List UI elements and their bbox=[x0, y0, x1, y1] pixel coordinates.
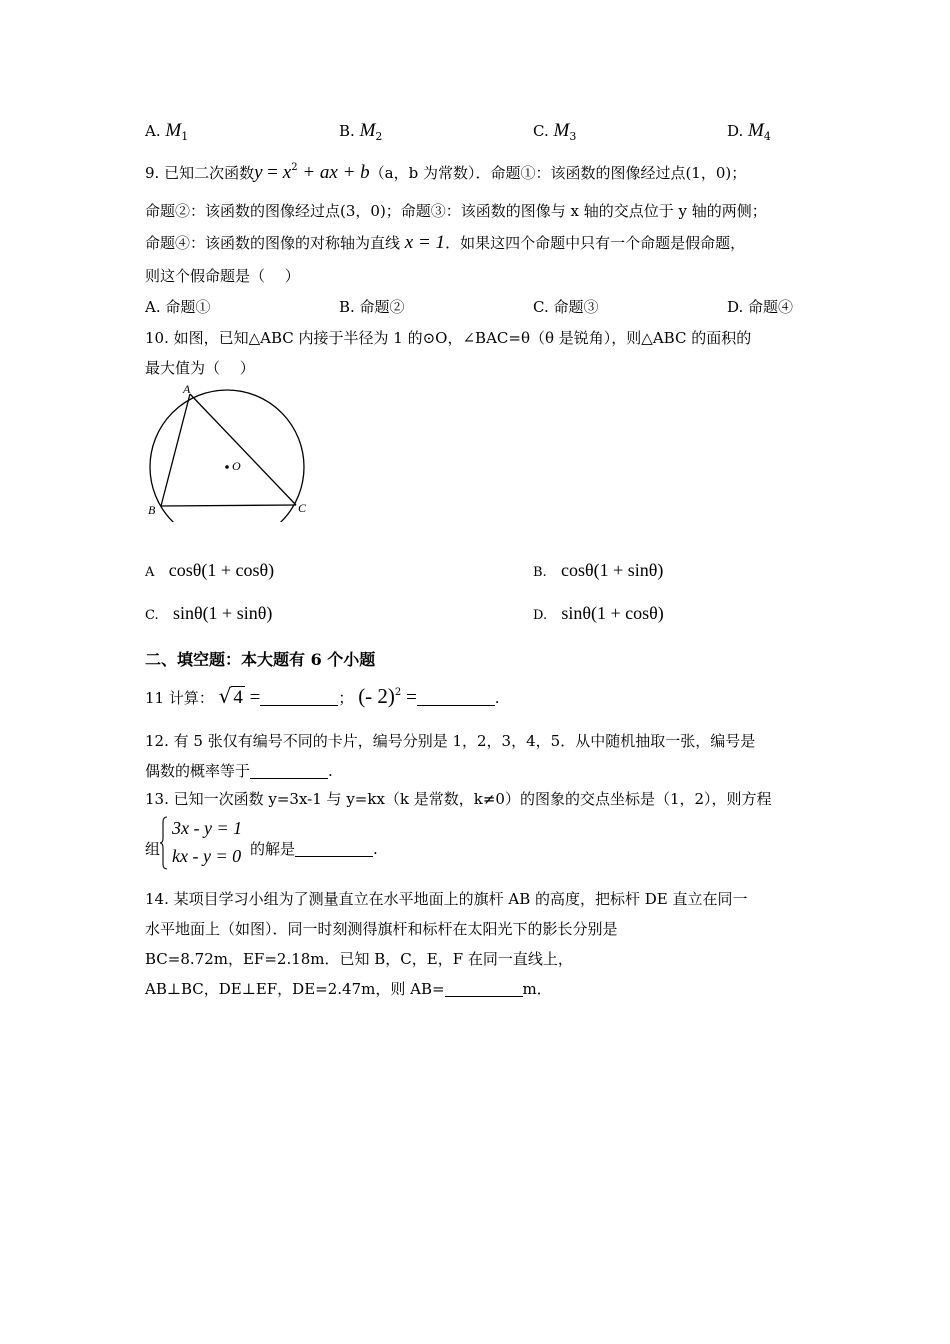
q10-option-a: A cosθ(1 + cosθ) bbox=[145, 560, 275, 580]
q8-option-d: D. $M_4$ bbox=[727, 120, 771, 143]
q14-line4: AB⊥BC，DE⊥EF，DE=2.47m，则 AB= m． bbox=[145, 980, 552, 998]
q13-suffix: 的解是 . bbox=[250, 840, 378, 858]
q8-option-a: A. $M_1$ bbox=[145, 120, 189, 143]
q14-line1: 14. 某项目学习小组为了测量直立在水平地面上的旗杆 AB 的高度，把标杆 DE 直立在同一 bbox=[145, 890, 748, 908]
q13-blank[interactable] bbox=[295, 842, 373, 857]
q11-blank-2[interactable] bbox=[417, 691, 495, 706]
label-c: C bbox=[298, 501, 307, 515]
q9-option-a: A. 命题① bbox=[145, 298, 211, 316]
q13-prefix: 组 bbox=[145, 840, 161, 858]
q10-line2: 最大值为（ ） bbox=[145, 359, 255, 377]
segment-bc bbox=[161, 505, 296, 506]
q14-line2: 水平地面上（如图）．同一时刻测得旗杆和标杆在太阳光下的影长分别是 bbox=[145, 920, 618, 938]
label-a: A bbox=[183, 382, 191, 396]
q8-option-b: B. $M_2$ bbox=[339, 120, 383, 143]
q10-option-c: C. sinθ(1 + sinθ) bbox=[145, 603, 273, 623]
center-dot bbox=[225, 465, 229, 469]
sqrt-symbol: √ bbox=[218, 684, 232, 708]
q11-line: 11 计算： √ 4 = ； (- 2)$^2$ = . bbox=[145, 684, 500, 708]
q9-option-c: C. 命题③ bbox=[533, 298, 599, 316]
q9-line2: 命题②：该函数的图像经过点(3，0)；命题③：该函数的图像与 x 轴的交点位于 y 轴的两侧； bbox=[145, 202, 767, 220]
q9-line1: 9. 已知二次函数$y = x^2$ + ax + b（a，b 为常数）．命题①：该函数的图像经过点(1，0)； bbox=[145, 162, 747, 183]
label-b: B bbox=[148, 503, 156, 517]
q14-line3: BC=8.72m，EF=2.18m．已知 B，C，E，F 在同一直线上， bbox=[145, 950, 573, 968]
q9-option-b: B. 命题② bbox=[339, 298, 405, 316]
q10-line1: 10. 如图，已知△ABC 内接于半径为 1 的⊙O，∠BAC=θ（θ 是锐角），则△ABC 的面积的 bbox=[145, 329, 752, 347]
q14-blank[interactable] bbox=[445, 982, 523, 997]
q12-line2: 偶数的概率等于 . bbox=[145, 762, 333, 780]
circle-o bbox=[150, 390, 304, 522]
section2-title: 二、填空题：本大题有 6 个小题 bbox=[145, 650, 376, 669]
q13-equation-2: kx - y = 0 bbox=[172, 846, 242, 866]
q13-brace bbox=[160, 816, 168, 870]
q9-line3: 命题④：该函数的图像的对称轴为直线 x = 1．如果这四个命题中只有一个命题是假命题， bbox=[145, 232, 746, 253]
q10-figure bbox=[140, 382, 320, 522]
q9-option-d: D. 命题④ bbox=[727, 298, 794, 316]
label-o: O bbox=[232, 459, 241, 473]
q9-line4: 则这个假命题是（ ） bbox=[145, 267, 300, 285]
segment-ab bbox=[161, 394, 190, 506]
q10-option-d: D. sinθ(1 + cosθ) bbox=[533, 603, 664, 623]
q13-equation-1: 3x - y = 1 bbox=[172, 818, 243, 838]
q11-blank-1[interactable] bbox=[260, 691, 338, 706]
q12-line1: 12. 有 5 张仅有编号不同的卡片，编号分别是 1，2，3，4，5．从中随机抽取一张，编号是 bbox=[145, 732, 756, 750]
q10-option-b: B. cosθ(1 + sinθ) bbox=[533, 560, 664, 580]
q13-line1: 13. 已知一次函数 y=3x-1 与 y=kx（k 是常数，k≠0）的图象的交点坐标是（1，2），则方程 bbox=[145, 790, 772, 808]
q8-option-c: C. $M_3$ bbox=[533, 120, 577, 143]
q12-blank[interactable] bbox=[250, 764, 328, 779]
